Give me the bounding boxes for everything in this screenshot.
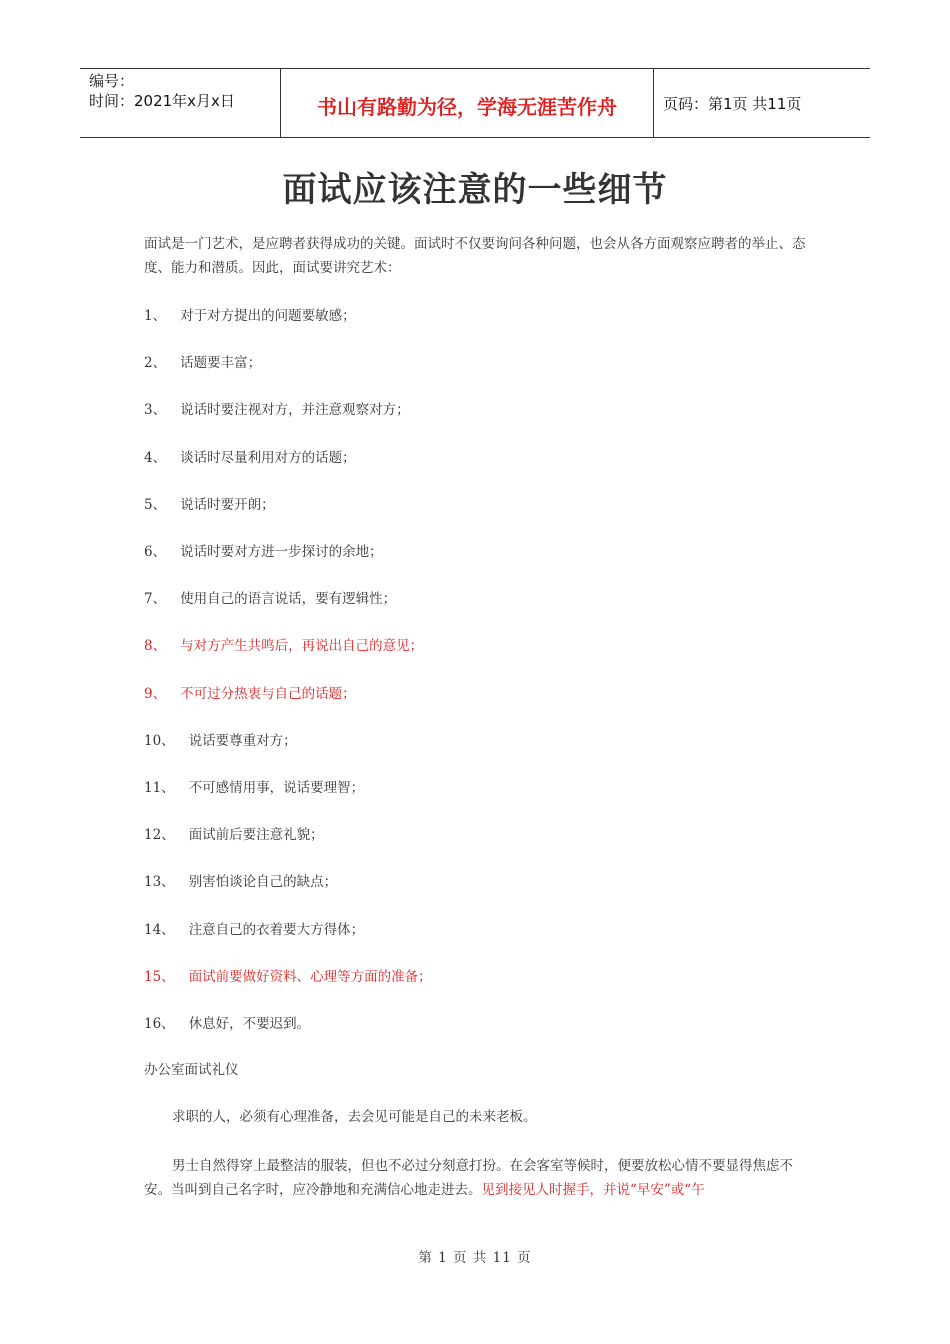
list-item — [144, 731, 297, 751]
list-item — [144, 542, 383, 562]
list-item-text: 话题要丰富； — [180, 355, 262, 372]
paragraph-2-text: 男士自然得穿上最整洁的服装，但也不必过分刻意打扮。在会客室等候时，便要放松心情不要显得焦虑不安。当叫到自己名字时，应冷静地和充满信心地走进去。 — [144, 1158, 793, 1198]
list-item-text: 与对方产生共鸣后，再说出自己的意见； — [180, 638, 424, 655]
list-item-text: 对于对方提出的问题要敏感； — [180, 308, 356, 324]
list-item-number: 13、 — [144, 874, 175, 891]
paragraph-2 — [144, 1154, 809, 1202]
list-item-number: 5、 — [144, 496, 167, 513]
list-item-number: 9、 — [144, 685, 167, 702]
list-item — [144, 353, 261, 373]
list-item — [144, 1014, 310, 1034]
list-item — [144, 495, 275, 515]
list-item — [144, 825, 324, 845]
paragraph-2-highlight: 见到接见人时握手，并说“早安”或“午 — [481, 1182, 705, 1198]
list-item-text: 说话时要开朗； — [180, 496, 275, 513]
header-table — [80, 68, 870, 138]
list-item-text: 谈话时尽量利用对方的话题； — [180, 449, 356, 466]
list-item — [144, 636, 423, 656]
list-item-text: 说话时要对方进一步探讨的余地； — [180, 544, 383, 560]
page-title: 面试应该注意的一些细节 — [282, 170, 668, 210]
list-item-number: 10、 — [144, 732, 175, 749]
header-motto: 书山有路勤为径，学海无涯苦作舟 — [280, 69, 654, 137]
list-item — [144, 589, 396, 609]
list-item-number: 1、 — [144, 308, 167, 324]
list-item-text: 注意自己的衣着要大方得体； — [188, 921, 365, 938]
list-item-number: 16、 — [144, 1016, 175, 1032]
list-item — [144, 920, 364, 940]
document-number-label: 编号： — [89, 72, 135, 90]
list-item-text: 不可过分热衷与自己的话题； — [180, 685, 356, 702]
list-item-text: 休息好，不要迟到。 — [188, 1016, 311, 1032]
list-item — [144, 778, 364, 798]
list-item — [144, 400, 410, 420]
list-item-number: 2、 — [144, 355, 167, 372]
list-item-number: 15、 — [144, 968, 175, 985]
list-item-number: 7、 — [144, 591, 167, 608]
list-item — [144, 684, 356, 704]
header-left-cell — [80, 69, 280, 137]
list-item-number: 4、 — [144, 449, 167, 466]
list-item-number: 3、 — [144, 402, 167, 419]
list-item-number: 11、 — [144, 780, 175, 796]
list-item — [144, 448, 356, 468]
list-item — [144, 967, 432, 987]
list-item-text: 面试前后要注意礼貌； — [188, 827, 324, 844]
page-footer: 第 1 页 共 11 页 — [418, 1250, 532, 1266]
intro-paragraph: 面试是一门艺术，是应聘者获得成功的关键。面试时不仅要询问各种问题，也会从各方面观察应聘者的举止、态度、能力和潜质。因此，面试要讲究艺术： — [144, 236, 806, 276]
section-title: 办公室面试礼仪 — [144, 1062, 239, 1078]
paragraph-1: 求职的人，必须有心理准备，去会见可能是自己的未来老板。 — [172, 1109, 537, 1125]
list-item-text: 使用自己的语言说话，要有逻辑性； — [180, 591, 397, 608]
list-item-text: 说话时要注视对方，并注意观察对方； — [180, 402, 410, 419]
list-item-number: 14、 — [144, 921, 175, 938]
list-item-number: 6、 — [144, 544, 167, 560]
list-item-text: 别害怕谈论自己的缺点； — [188, 874, 338, 891]
list-item-number: 8、 — [144, 638, 167, 655]
document-date: 时间：2021年x月x日 — [89, 92, 235, 110]
header-page-info: 页码：第1页 共11页 — [663, 94, 802, 113]
list-item-text: 说话要尊重对方； — [188, 732, 297, 749]
list-item — [144, 306, 356, 326]
list-item-number: 12、 — [144, 827, 175, 844]
list-item-text: 面试前要做好资料、心理等方面的准备； — [188, 968, 432, 985]
list-item-text: 不可感情用事，说话要理智； — [188, 780, 365, 796]
list-item — [144, 872, 337, 892]
